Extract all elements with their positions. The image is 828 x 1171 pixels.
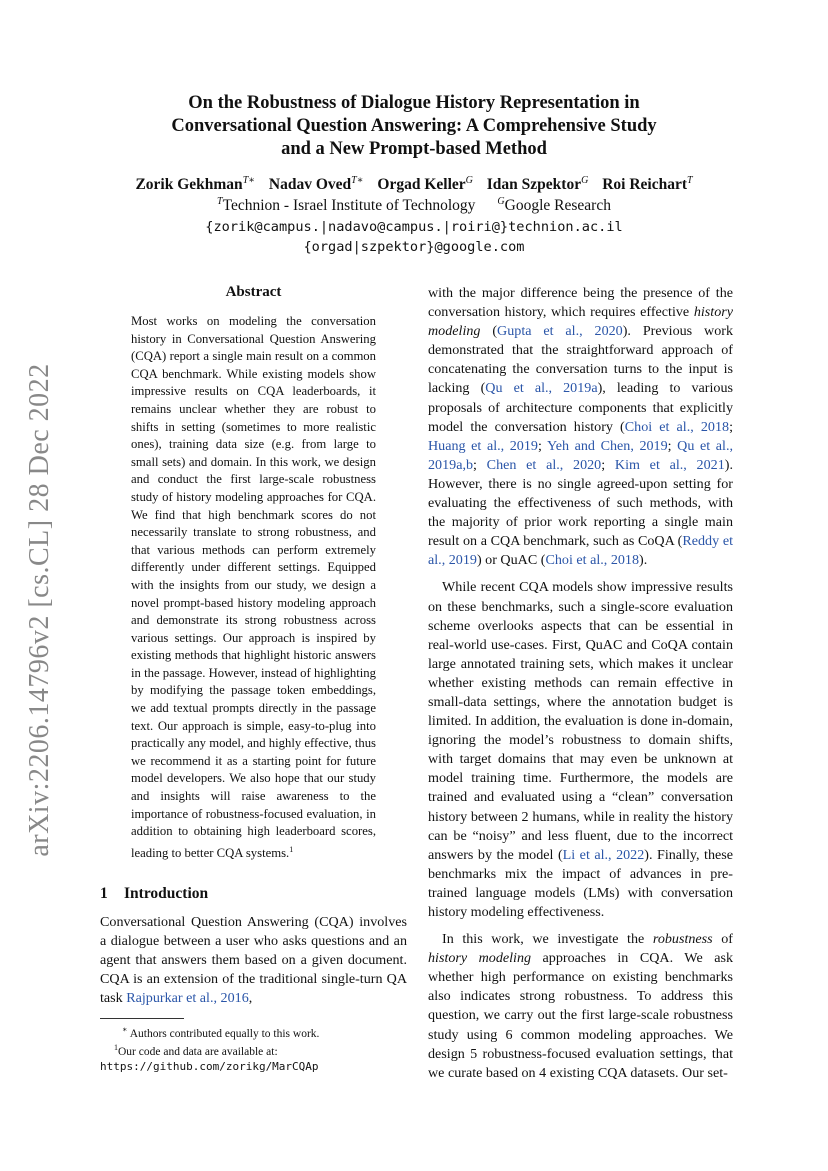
footnote-code: $^1$Our code and data are available at:: [114, 1043, 278, 1059]
code-url-link[interactable]: https://github.com/zorikg/MarCQAp: [100, 1059, 319, 1073]
email-line: {orgad|szpektor}@google.com: [303, 239, 525, 255]
citation-link[interactable]: Reddy et al., 2019: [428, 533, 733, 569]
abstract-heading: Abstract: [225, 284, 282, 300]
author: Idan Szpektor$^G$: [486, 174, 589, 193]
section-heading-introduction: 1 Introduction: [100, 884, 209, 902]
abstract-body: Most works on modeling the conversation history in Conversational Question Answering (CQA) report a single main result on a common CQA benchmark. While existing models show impressive results on CQA leaderboards, it remains unclear whether they are robust to shifts in setting (sometimes to more realistic ones), training data size (e.g. from large to small sets) and domain. In this work, we design and conduct the first large-scale robustness study of history modeling approaches for CQA. We find that high benchmark scores do not necessarily translate to strong robustness, and that various methods can perform extremely differently under different settings. Equipped with the insights from our study, we design a novel prompt-based history modeling approach and demonstrate its strong robustness across various settings. Our approach is inspired by existing methods that highlight historic answers in the passage. However, instead of highlighting by modifying the passage token embeddings, we add textual prompts directly in the passage text. Our approach is simple, easy-to-plug into practically any model, and highly effective, thus we recommend it as a starting point for future model developers. We also hope that our study and insights will raise awareness to the importance of robustness-focused evaluation, in addition to obtaining high leaderboard scores, leading to better CQA systems.$^1$: [131, 314, 376, 861]
intro-paragraph: While recent CQA models show impressive results on these benchmarks, such a single-score evaluation scheme overlooks aspects that can be essential in real-world use-cases. First, QuAC and CoQA contain large annotated training sets, which makes it unclear whether existing methods can remain effective in small-data settings, where the annotation budget is limited. In addition, the evaluation is done in-domain, ignoring the model’s robustness to domain shifts, with target domains that may even be unknown at model training time. Furthermore, the models are trained and evaluated using a “clean” conversation history between 2 humans, while in reality the history can be “noisy” and less fluent, due to the incorrect answers by the model (Li et al., 2022). Finally, these benchmarks mix the impact of advances in pre-trained language models (LMs) with conversation history modeling effectiveness.: [428, 579, 734, 920]
affiliation: $^G$Google Research: [497, 195, 611, 214]
author: Roi Reichart$^T$: [602, 174, 693, 193]
citation-link[interactable]: Qu et al., 2019a,b: [428, 437, 733, 473]
title-line: On the Robustness of Dialogue History Representation in: [188, 93, 640, 113]
affiliation: $^T$Technion - Israel Institute of Technology: [217, 195, 476, 214]
citation-link[interactable]: Li et al., 2022: [562, 846, 645, 863]
affiliations: [90, 197, 738, 215]
left-column: [100, 284, 407, 1074]
footnote-equal-contribution: ∗ Authors contributed equally to this work.: [122, 1025, 320, 1040]
intro-paragraph: with the major difference being the presence of the conversation history, which requires effective history modeling (Gupta et al., 2020). Previous work demonstrated that the straightforward approach of concatenating the conversation turns to the input is lacking (Qu et al., 2019a), leading to various proposals of architecture components that explicitly model the conversation history (Choi et al., 2018; Huang et al., 2019; Yeh and Chen, 2019; Qu et al., 2019a,b; Chen et al., 2020; Kim et al., 2021). However, there is no single agreed-upon setting for evaluating the effectiveness of such methods, with the majority of prior work reporting a single main result on a CQA benchmark, such as CoQA (Reddy et al., 2019) or QuAC (Choi et al., 2018).: [428, 285, 734, 569]
author-emails: [90, 217, 738, 257]
right-column: [428, 284, 733, 1083]
citation-link[interactable]: Choi et al., 2018: [624, 418, 730, 435]
citation-link[interactable]: Qu et al., 2019a: [485, 380, 598, 397]
arxiv-stamp: [20, 360, 60, 860]
author: Orgad Keller$^G$: [377, 174, 473, 193]
author: Nadav Oved$^{T∗}$: [268, 174, 364, 193]
intro-paragraph: In this work, we investigate the robustness of history modeling approaches in CQA. We ask whether high performance on existing benchmarks also indicates strong robustness. To address this question, we carry out the first large-scale robustness study using 6 common modeling approaches. We design 5 robustness-focused evaluation settings, that we curate based on 4 existing CQA datasets. Our set-: [428, 931, 733, 1081]
citation-link[interactable]: Choi et al., 2018: [545, 552, 640, 569]
citation-link[interactable]: Huang et al., 2019: [428, 437, 538, 454]
citation-link[interactable]: Gupta et al., 2020: [497, 323, 623, 340]
citation-link[interactable]: Yeh and Chen, 2019: [546, 437, 668, 454]
intro-paragraph: Conversational Question Answering (CQA) involves a dialogue between a user who asks questions and an agent that answers them based on a given document. CQA is an extension of the traditional single-turn QA task Rajpurkar et al., 2016,: [100, 913, 407, 1007]
paper-title: [100, 92, 728, 161]
citation-link[interactable]: Rajpurkar et al., 2016: [126, 990, 249, 1007]
citation-link[interactable]: Kim et al., 2021: [614, 456, 725, 473]
title-line: Conversational Question Answering: A Comprehensive Study: [171, 116, 657, 136]
arxiv-stamp-text: arXiv:2206.14796v2 [cs.CL] 28 Dec 2022: [24, 363, 55, 857]
footnotes: [100, 1023, 407, 1074]
author-list: [90, 176, 738, 194]
citation-link[interactable]: Chen et al., 2020: [486, 456, 602, 473]
footnote-divider: [100, 1018, 184, 1019]
author: Zorik Gekhman$^{T∗}$: [135, 174, 256, 193]
email-line: {zorik@campus.|nadavo@campus.|roiri@}technion.ac.il: [205, 219, 623, 235]
title-line: and a New Prompt-based Method: [281, 139, 547, 159]
